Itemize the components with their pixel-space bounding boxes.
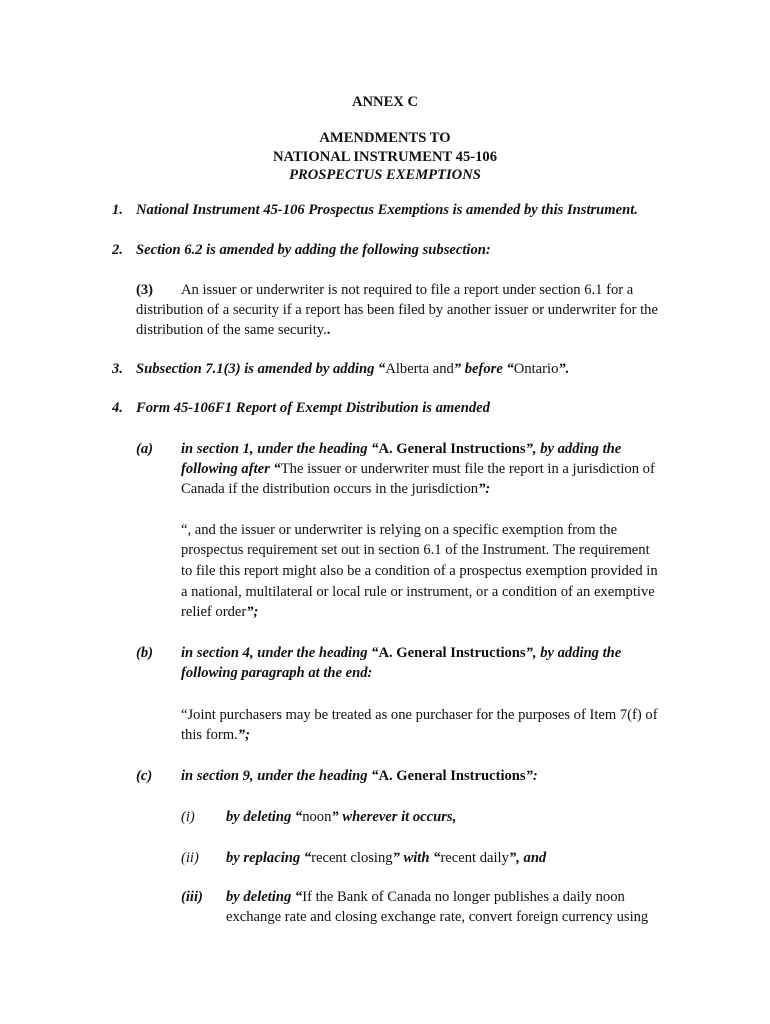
subsection-3-line-3: distribution of the same security.. bbox=[136, 322, 331, 338]
item-1-text: National Instrument 45-106 Prospectus Exemptions is amended by this Instrument. bbox=[136, 202, 638, 218]
clause-ii-label: (ii) bbox=[181, 850, 199, 866]
paragraph-b-line-1: in section 4, under the heading “A. General Instructions”, by adding the bbox=[181, 645, 622, 661]
item-2-number: 2. bbox=[112, 242, 123, 258]
quote-a-line-4: a national, multilateral or local rule or instrument, or a condition of an exemptive bbox=[181, 584, 655, 600]
item-3-number: 3. bbox=[112, 361, 123, 377]
clause-iii-label: (iii) bbox=[181, 889, 203, 905]
quote-b-line-1: “Joint purchasers may be treated as one purchaser for the purposes of Item 7(f) of bbox=[181, 707, 658, 723]
item-1-number: 1. bbox=[112, 202, 123, 218]
quote-a-line-5: relief order”; bbox=[181, 604, 259, 620]
quote-a-line-2: prospectus requirement set out in section 6.1 of the Instrument. The requirement bbox=[181, 542, 650, 558]
subsection-3-line-1: An issuer or underwriter is not required to file a report under section 6.1 for a bbox=[181, 282, 634, 298]
item-3-text: Subsection 7.1(3) is amended by adding “Alberta and” before “Ontario”. bbox=[136, 361, 570, 377]
quote-b-line-2: this form.”; bbox=[181, 727, 250, 743]
paragraph-a-line-1: in section 1, under the heading “A. General Instructions”, by adding the bbox=[181, 441, 622, 457]
clause-ii-text: by replacing “recent closing” with “recent daily”, and bbox=[226, 850, 547, 866]
subsection-3-label: (3) bbox=[136, 282, 154, 298]
paragraph-c-label: (c) bbox=[136, 768, 153, 784]
amendment-heading-line-2: NATIONAL INSTRUMENT 45-106 bbox=[272, 149, 498, 165]
clause-iii-line-2: exchange rate and closing exchange rate, convert foreign currency using bbox=[226, 909, 649, 925]
amendment-heading-line-3: PROSPECTUS EXEMPTIONS bbox=[289, 167, 481, 183]
subsection-3-line-2: distribution of a security if a report has been filed by another issuer or underwriter for the bbox=[136, 302, 658, 318]
item-4-text: Form 45-106F1 Report of Exempt Distribution is amended bbox=[136, 400, 490, 416]
paragraph-b-label: (b) bbox=[136, 645, 154, 661]
item-2-text: Section 6.2 is amended by adding the following subsection: bbox=[136, 242, 491, 258]
clause-iii-line-1: by deleting “If the Bank of Canada no longer publishes a daily noon bbox=[226, 889, 625, 905]
paragraph-c-line-1: in section 9, under the heading “A. General Instructions”: bbox=[181, 768, 538, 784]
quote-a-line-3: to file this report might also be a condition of a prospectus exemption provided in bbox=[181, 563, 658, 579]
item-4-number: 4. bbox=[112, 400, 123, 416]
clause-i-text: by deleting “noon” wherever it occurs, bbox=[226, 809, 457, 825]
paragraph-a-line-2: following after “The issuer or underwriter must file the report in a jurisdiction of bbox=[181, 461, 655, 477]
paragraph-a-line-3: Canada if the distribution occurs in the jurisdiction”: bbox=[181, 481, 491, 497]
amendment-heading-line-1: AMENDMENTS TO bbox=[319, 130, 451, 146]
paragraph-a-label: (a) bbox=[136, 441, 154, 457]
annex-title: ANNEX C bbox=[351, 94, 419, 110]
quote-a-line-1: “, and the issuer or underwriter is relying on a specific exemption from the bbox=[181, 522, 618, 538]
paragraph-b-line-2: following paragraph at the end: bbox=[181, 665, 373, 681]
clause-i-label: (i) bbox=[181, 809, 195, 825]
